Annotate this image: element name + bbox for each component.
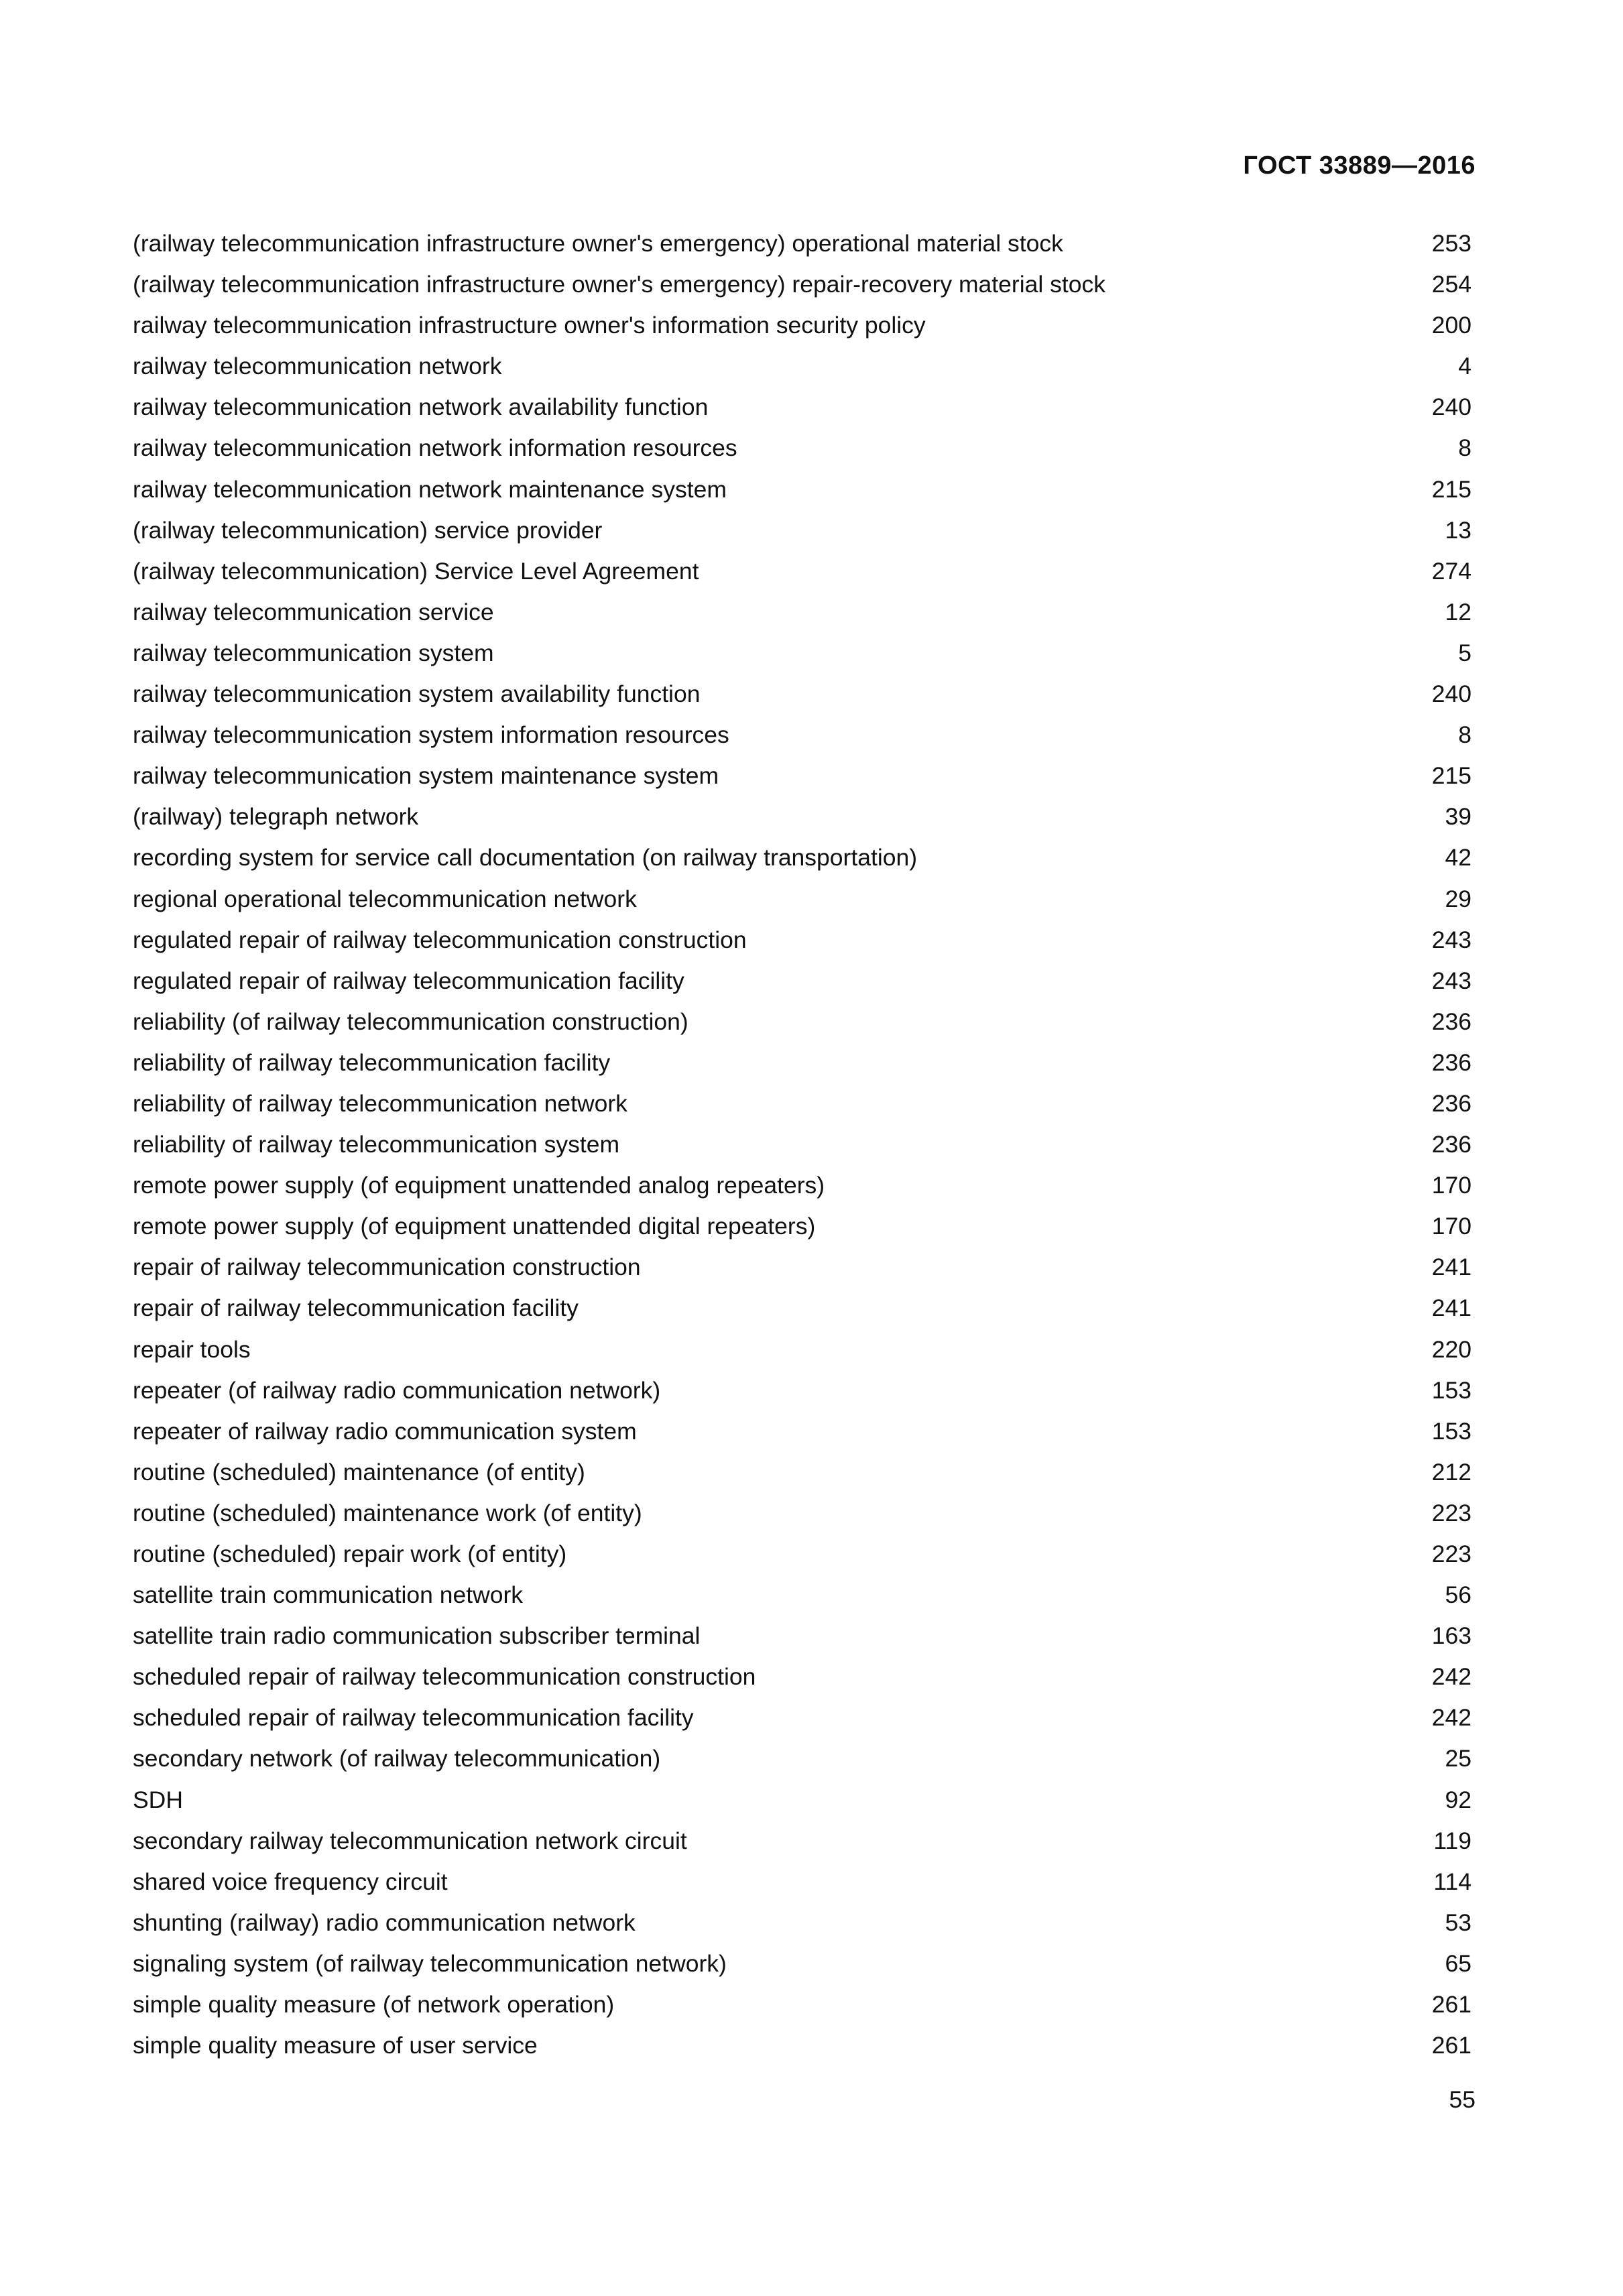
index-entry <box>133 961 1471 1002</box>
index-entry <box>133 756 1471 796</box>
index-page-ref: 153 <box>1431 1376 1471 1404</box>
index-page-ref: 240 <box>1431 680 1471 708</box>
index-entry <box>133 1329 1471 1370</box>
index-page-ref: 274 <box>1431 557 1471 585</box>
index-entry <box>133 1738 1471 1779</box>
page-number: 55 <box>1449 2086 1476 2113</box>
index-page-ref: 25 <box>1445 1745 1471 1772</box>
index-entry <box>133 1821 1471 1862</box>
index-term: satellite train radio communication subscriber terminal <box>133 1622 701 1650</box>
index-term: (railway telecommunication) service provider <box>133 516 603 544</box>
index-entry <box>133 1984 1471 2025</box>
index-page-ref: 242 <box>1431 1663 1471 1691</box>
index-page-ref: 8 <box>1458 721 1471 749</box>
index-page-ref: 261 <box>1431 1991 1471 2018</box>
index-page-ref: 254 <box>1431 271 1471 298</box>
index-term: regulated repair of railway telecommunication facility <box>133 967 684 994</box>
index-page-ref: 119 <box>1433 1827 1471 1854</box>
index-entry <box>133 1124 1471 1165</box>
index-entry <box>133 510 1471 551</box>
index-term: routine (scheduled) maintenance work (of entity) <box>133 1499 642 1526</box>
index-term: simple quality measure (of network operation) <box>133 1991 615 2018</box>
index-page-ref: 215 <box>1431 475 1471 503</box>
index-entry <box>133 1002 1471 1042</box>
index-term: railway telecommunication system <box>133 639 494 666</box>
index-page-ref: 236 <box>1431 1048 1471 1076</box>
index-page-ref: 8 <box>1458 434 1471 462</box>
index-page-ref: 220 <box>1431 1335 1471 1363</box>
index-term: railway telecommunication network information resources <box>133 434 737 462</box>
index-entry <box>133 633 1471 674</box>
index-term: remote power supply (of equipment unattended analog repeaters) <box>133 1172 825 1199</box>
index-term: regulated repair of railway telecommunication construction <box>133 926 747 953</box>
index-entry <box>133 1370 1471 1411</box>
index-page-ref: 56 <box>1445 1581 1471 1609</box>
index-page-ref: 53 <box>1445 1909 1471 1936</box>
index-term: repair of railway telecommunication facility <box>133 1294 579 1322</box>
index-entry <box>133 1165 1471 1206</box>
index-entry <box>133 674 1471 715</box>
index-term: routine (scheduled) repair work (of entity) <box>133 1540 567 1567</box>
index-entry <box>133 1575 1471 1616</box>
index-page-ref: 215 <box>1431 762 1471 790</box>
index-entry <box>133 1616 1471 1656</box>
index-term: (railway telecommunication infrastructure owner's emergency) repair-recovery material stock <box>133 271 1105 298</box>
index-entry <box>133 1206 1471 1247</box>
index-term: repeater (of railway radio communication network) <box>133 1376 661 1404</box>
index-term: shunting (railway) radio communication network <box>133 1909 636 1936</box>
index-term: scheduled repair of railway telecommunication construction <box>133 1663 756 1691</box>
index-page-ref: 163 <box>1431 1622 1471 1650</box>
index-entry <box>133 1534 1471 1575</box>
index-entry <box>133 469 1471 510</box>
index-term: reliability of railway telecommunication system <box>133 1131 620 1158</box>
index-entry <box>133 1656 1471 1697</box>
index-term: railway telecommunication service <box>133 598 494 625</box>
index-term: railway telecommunication network maintenance system <box>133 475 727 503</box>
index-term: secondary railway telecommunication network circuit <box>133 1827 687 1854</box>
index-entry <box>133 1083 1471 1124</box>
index-entry <box>133 223 1471 264</box>
index-page-ref: 243 <box>1431 926 1471 953</box>
index-page-ref: 236 <box>1431 1089 1471 1117</box>
index-term: signaling system (of railway telecommunication network) <box>133 1949 727 1977</box>
index-page-ref: 243 <box>1431 967 1471 994</box>
index-term: railway telecommunication system information resources <box>133 721 729 749</box>
index-term: railway telecommunication network availability function <box>133 394 709 421</box>
index-term: railway telecommunication infrastructure owner's information security policy <box>133 312 926 339</box>
index-term: (railway) telegraph network <box>133 803 419 831</box>
index-entry <box>133 551 1471 592</box>
index-term: regional operational telecommunication network <box>133 885 637 912</box>
index-entry <box>133 879 1471 920</box>
index-term: recording system for service call documentation (on railway transportation) <box>133 844 918 871</box>
index-term: remote power supply (of equipment unattended digital repeaters) <box>133 1213 816 1240</box>
index-page-ref: 65 <box>1445 1949 1471 1977</box>
index-page-ref: 236 <box>1431 1008 1471 1035</box>
index-entry <box>133 1697 1471 1738</box>
index-term: secondary network (of railway telecommunication) <box>133 1745 661 1772</box>
index-entry <box>133 1493 1471 1534</box>
index-page-ref: 170 <box>1431 1172 1471 1199</box>
index-term: satellite train communication network <box>133 1581 524 1609</box>
index-term: repair of railway telecommunication construction <box>133 1254 641 1281</box>
index-page-ref: 253 <box>1431 230 1471 257</box>
index-page-ref: 29 <box>1445 885 1471 912</box>
index-page-ref: 242 <box>1431 1704 1471 1732</box>
index-page-ref: 170 <box>1431 1213 1471 1240</box>
index-page-ref: 241 <box>1431 1294 1471 1322</box>
index-entry <box>133 387 1471 428</box>
index-term: reliability of railway telecommunication facility <box>133 1048 611 1076</box>
alphabetical-index <box>133 223 1471 2066</box>
index-term: scheduled repair of railway telecommunication facility <box>133 1704 694 1732</box>
index-page-ref: 261 <box>1431 2032 1471 2059</box>
index-term: shared voice frequency circuit <box>133 1868 448 1895</box>
index-entry <box>133 1862 1471 1902</box>
index-term: railway telecommunication network <box>133 353 502 380</box>
index-term: routine (scheduled) maintenance (of entity) <box>133 1458 585 1486</box>
index-entry <box>133 1902 1471 1943</box>
index-page-ref: 12 <box>1445 598 1471 625</box>
index-term: repeater of railway radio communication system <box>133 1417 637 1445</box>
index-page-ref: 212 <box>1431 1458 1471 1486</box>
index-page-ref: 241 <box>1431 1254 1471 1281</box>
index-page-ref: 236 <box>1431 1131 1471 1158</box>
index-entry <box>133 428 1471 469</box>
index-page-ref: 42 <box>1445 844 1471 871</box>
index-entry <box>133 1288 1471 1329</box>
index-page-ref: 223 <box>1431 1499 1471 1526</box>
index-term: (railway telecommunication) Service Level Agreement <box>133 557 699 585</box>
index-term: repair tools <box>133 1335 251 1363</box>
index-entry <box>133 1780 1471 1821</box>
index-page-ref: 39 <box>1445 803 1471 831</box>
index-page-ref: 223 <box>1431 1540 1471 1567</box>
index-entry <box>133 1411 1471 1452</box>
index-term: railway telecommunication system availability function <box>133 680 701 708</box>
index-term: (railway telecommunication infrastructure owner's emergency) operational material stock <box>133 230 1063 257</box>
index-entry <box>133 592 1471 633</box>
index-page-ref: 153 <box>1431 1417 1471 1445</box>
index-page-ref: 240 <box>1431 394 1471 421</box>
index-entry <box>133 837 1471 878</box>
index-entry <box>133 1452 1471 1493</box>
index-entry <box>133 920 1471 961</box>
index-entry <box>133 305 1471 346</box>
index-page-ref: 13 <box>1445 516 1471 544</box>
index-entry <box>133 2025 1471 2066</box>
index-entry <box>133 346 1471 387</box>
index-term: SDH <box>133 1786 183 1813</box>
index-page-ref: 200 <box>1431 312 1471 339</box>
index-term: railway telecommunication system maintenance system <box>133 762 719 790</box>
index-page-ref: 114 <box>1433 1868 1471 1895</box>
index-entry <box>133 264 1471 305</box>
index-entry <box>133 1943 1471 1984</box>
index-term: reliability (of railway telecommunication construction) <box>133 1008 688 1035</box>
index-page-ref: 4 <box>1458 353 1471 380</box>
index-page-ref: 92 <box>1445 1786 1471 1813</box>
index-entry <box>133 1247 1471 1288</box>
index-term: simple quality measure of user service <box>133 2032 538 2059</box>
index-page-ref: 5 <box>1458 639 1471 666</box>
index-entry <box>133 715 1471 756</box>
index-entry <box>133 1042 1471 1083</box>
index-entry <box>133 796 1471 837</box>
standard-designation: ГОСТ 33889—2016 <box>1243 152 1476 180</box>
index-term: reliability of railway telecommunication network <box>133 1089 627 1117</box>
